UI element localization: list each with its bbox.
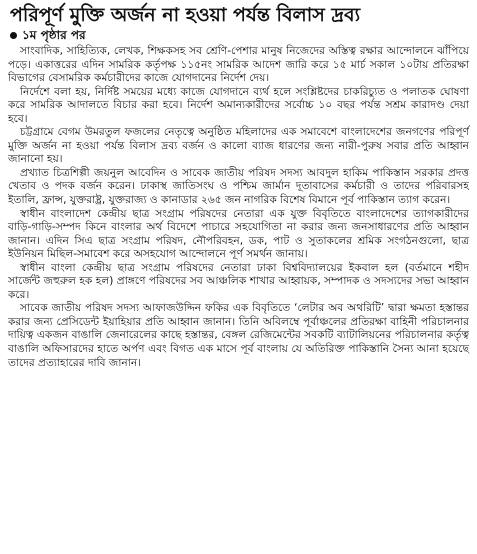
paragraph: নির্দেশে বলা হয়, নির্দিষ্ট সময়ের মধ্যে কাজে যোগদানে ব্যর্থ হলে সংশ্লিষ্টদের চাকরিচ্যুত ও পলাতক ঘোষণা করে সামরিক আদালতে বিচার করা হবে। নির্দেশ অমান্যকারীদের সর্বোচ্চ ১০ বছর পর্যন্ত সশ্রম কারাদণ্ড দেয়া হবে। <box>8 85 469 125</box>
article-body <box>8 45 469 370</box>
paragraph: প্রখ্যাত চিত্রশিল্পী জয়নুল আবেদিন ও সাবেক জাতীয় পরিষদ সদস্য আবদুল হাকিম পাকিস্তান সরকার প্রদত্ত খেতাব ও পদক বর্জন করেন। ঢাকাস্থ জাতিসংঘ ও পশ্চিম জার্মান দূতাবাসের কর্মচারী ও তাদের পরিবারসহ ইতালি, ফ্রান্স, যুক্তরাষ্ট্র, যুক্তরাজ্য ও কানাডার ২৬৫ জন নাগরিক বিশেষ বিমানে পূর্ব পাকিস্তান ত্যাগ করেন। <box>8 166 469 207</box>
continued-text: ১ম পৃষ্ঠার পর <box>22 28 86 42</box>
headline: পরিপূর্ণ মুক্তি অর্জন না হওয়া পর্যন্ত বিলাস দ্রব্য <box>10 4 361 26</box>
paragraph: স্বাধীন বাংলাদেশ কেন্দ্রীয় ছাত্র সংগ্রাম পরিষদের নেতারা এক যুক্ত বিবৃতিতে বাংলাদেশের ত্যাগকারীদের বাড়ি-গাড়ি-সম্পদ কিনে বাংলার অর্থ বিদেশে পাচারে সহযোগিতা না করার জন্য জনসাধারণের প্রতি আহ্বান জানান। এদিন সিএ ছাত্র সংগ্রাম পরিষদ, নৌপরিবহন, ডক, পাট ও সুতাকলের শ্রমিক সংগঠনগুলো, ছাত্র ইউনিয়ন মিছিল-সমাবেশ করে অসহযোগ আন্দোলনে পূর্ণ সমর্থন জানায়। <box>8 207 469 261</box>
continued-label <box>10 28 469 43</box>
paragraph: সাবেক জাতীয় পরিষদ সদস্য আফাজউদ্দিন ফকির এক বিবৃতিতে ‘লেটার অব অথরিটি’ দ্বারা ক্ষমতা হস্তান্তর করার জন্য প্রেসিডেন্ট ইয়াহিয়ার প্রতি আহ্বান জানান। তিনি অবিলম্বে পূর্বাঞ্চলের প্রতিরক্ষা বাহিনী পরিচালনার দায়িত্ব একজন বাঙালি জেনারেলের কাছে হস্তান্তর, বেঙ্গল রেজিমেন্টের সবকটি ব্যাটালিয়নের পরিচালনার কর্তৃত্ব বাঙালি অফিসারদের হাতে অর্পণ এবং বিগত এক মাসে পূর্ব বাংলায় যে অতিরিক্ত পাকিস্তানি সৈন্য আনা হয়েছে তাদের প্রত্যাহারের দাবি জানান। <box>8 302 469 369</box>
paragraph: চট্টগ্রামে বেগম উমরতুল ফজলের নেতৃত্বে অনুষ্ঠিত মহিলাদের এক সমাবেশে বাংলাদেশের জনগণের পরিপূর্ণ মুক্তি অর্জন না হওয়া পর্যন্ত বিলাস দ্রব্য বর্জন ও কালো ব্যাজ ধারণের জন্য নারী-পুরুষ সবার প্রতি আহ্বান জানানো হয়। <box>8 126 469 166</box>
paragraph: স্বাধীন বাংলা কেন্দ্রীয় ছাত্র সংগ্রাম পরিষদের নেতারা ঢাকা বিশ্ববিদ্যালয়ের ইকবাল হল (বর্তমানে শহীদ সার্জেন্ট জহুরুল হক হল) প্রাঙ্গণে পরিষদের সব আঞ্চলিক শাখার আহ্বায়ক, সম্পাদক ও সদস্যদের সভা আহ্বান করে। <box>8 261 469 301</box>
paragraph: সাংবাদিক, সাহিত্যিক, লেখক, শিক্ষকসহ সব শ্রেণি-পেশার মানুষ নিজেদের অস্তিত্ব রক্ষার আন্দোলনে ঝাঁপিয়ে পড়ে। একাত্তরের এদিন সামরিক কর্তৃপক্ষ ১১৫নং সামরিক আদেশ জারি করে ১৫ মার্চ সকাল ১০টায় প্রতিরক্ষা বিভাগের বেসামরিক কর্মচারীদের কাজে যোগদানের নির্দেশ দেয়। <box>8 45 469 85</box>
bullet-icon <box>10 32 17 39</box>
